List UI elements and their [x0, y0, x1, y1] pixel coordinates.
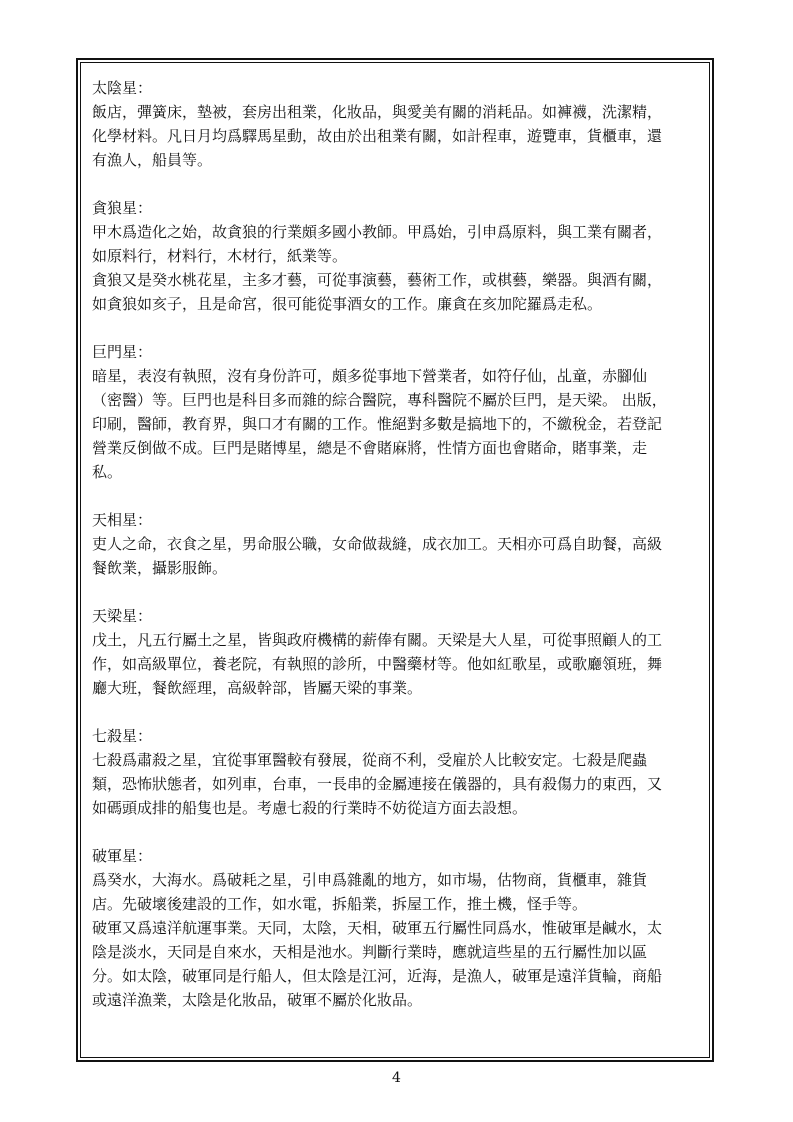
body-text-line: 如貪狼如亥子，且是命宮，很可能從事酒女的工作。廉貪在亥加陀羅爲走私。 — [92, 295, 603, 313]
body-text-line: 營業反倒做不成。巨門是賭博星，總是不會賭麻將，性情方面也會賭命，賭事業，走 — [92, 439, 648, 457]
section-heading: 天梁星： — [92, 607, 153, 625]
star-section — [92, 196, 704, 316]
body-text-line: 分。如太陰，破軍同是行船人，但太陰是江河，近海，是漁人，破軍是遠洋貨輪，商船 — [92, 967, 663, 985]
body-text-line: （密醫）等。巨門也是科目多而雜的綜合醫院，專科醫院不屬於巨門，是天梁。 出版， — [92, 391, 667, 409]
star-section — [92, 724, 704, 820]
page-number: 4 — [392, 1070, 401, 1086]
body-text-line: 私。 — [92, 463, 123, 481]
section-heading: 七殺星： — [92, 727, 153, 745]
body-text-line: 有漁人，船員等。 — [92, 151, 213, 169]
body-text-line: 廳大班，餐飲經理，高級幹部，皆屬天梁的事業。 — [92, 679, 423, 697]
body-text-line: 或遠洋漁業，太陰是化妝品，破軍不屬於化妝品。 — [92, 991, 423, 1009]
star-section — [92, 340, 704, 484]
body-text-line: 爲癸水，大海水。爲破耗之星，引申爲雜亂的地方，如市場，估物商，貨櫃車，雜貨 — [92, 871, 648, 889]
section-heading: 巨門星： — [92, 343, 153, 361]
body-text-line: 甲木爲造化之始，故貪狼的行業頗多國小教師。甲爲始，引申爲原料，與工業有關者， — [92, 223, 663, 241]
body-text-line: 吏人之命，衣食之星，男命服公職，女命做裁縫，成衣加工。天相亦可爲自助餐，高級 — [92, 535, 663, 553]
body-text-line: 餐飲業，攝影服飾。 — [92, 559, 228, 577]
star-section — [92, 604, 704, 700]
section-heading: 天相星： — [92, 511, 153, 529]
body-text-line: 七殺爲肅殺之星，宜從事軍醫較有發展，從商不利，受雇於人比較安定。七殺是爬蟲 — [92, 751, 648, 769]
body-text-line: 如原料行，材料行，木材行，紙業等。 — [92, 247, 348, 265]
star-section — [92, 508, 704, 580]
body-text-line: 貪狼又是癸水桃花星，主多才藝，可從事演藝，藝術工作，或棋藝，樂器。與酒有關， — [92, 271, 663, 289]
body-text-line: 陰是淡水，天同是自來水，天相是池水。判斷行業時，應就這些星的五行屬性加以區 — [92, 943, 648, 961]
section-heading: 破軍星： — [92, 847, 153, 865]
body-text-line: 戊土，凡五行屬土之星，皆與政府機構的薪俸有關。天梁是大人星，可從事照顧人的工 — [92, 631, 663, 649]
body-text-line: 印刷，醫師，教育界，與口才有關的工作。惟絕對多數是搞地下的，不繳稅金，若登記 — [92, 415, 663, 433]
document-body — [92, 76, 704, 1036]
star-section — [92, 844, 704, 1012]
body-text-line: 化學材料。凡日月均爲驛馬星動，故由於出租業有關，如計程車，遊覽車，貨櫃車，還 — [92, 127, 663, 145]
body-text-line: 飯店，彈簧床，墊被，套房出租業，化妝品，與愛美有關的消耗品。如褲襪，洗潔精， — [92, 103, 663, 121]
body-text-line: 暗星，表沒有執照，沒有身份許可，頗多從事地下營業者，如符仔仙，乩童，赤腳仙 — [92, 367, 648, 385]
body-text-line: 作，如高級單位，養老院，有執照的診所，中醫藥材等。他如紅歌星，或歌廳領班，舞 — [92, 655, 663, 673]
body-text-line: 店。先破壞後建設的工作，如水電，拆船業，拆屋工作，推土機，怪手等。 — [92, 895, 588, 913]
section-heading: 太陰星： — [92, 79, 153, 97]
body-text-line: 如碼頭成排的船隻也是。考慮七殺的行業時不妨從這方面去設想。 — [92, 799, 528, 817]
star-section — [92, 76, 704, 172]
section-heading: 貪狼星： — [92, 199, 153, 217]
body-text-line: 破軍又爲遠洋航運事業。天同，太陰，天相，破軍五行屬性同爲水，惟破軍是鹹水，太 — [92, 919, 663, 937]
body-text-line: 類，恐怖狀態者，如列車，台車，一長串的金屬連接在儀器的，具有殺傷力的東西，又 — [92, 775, 663, 793]
